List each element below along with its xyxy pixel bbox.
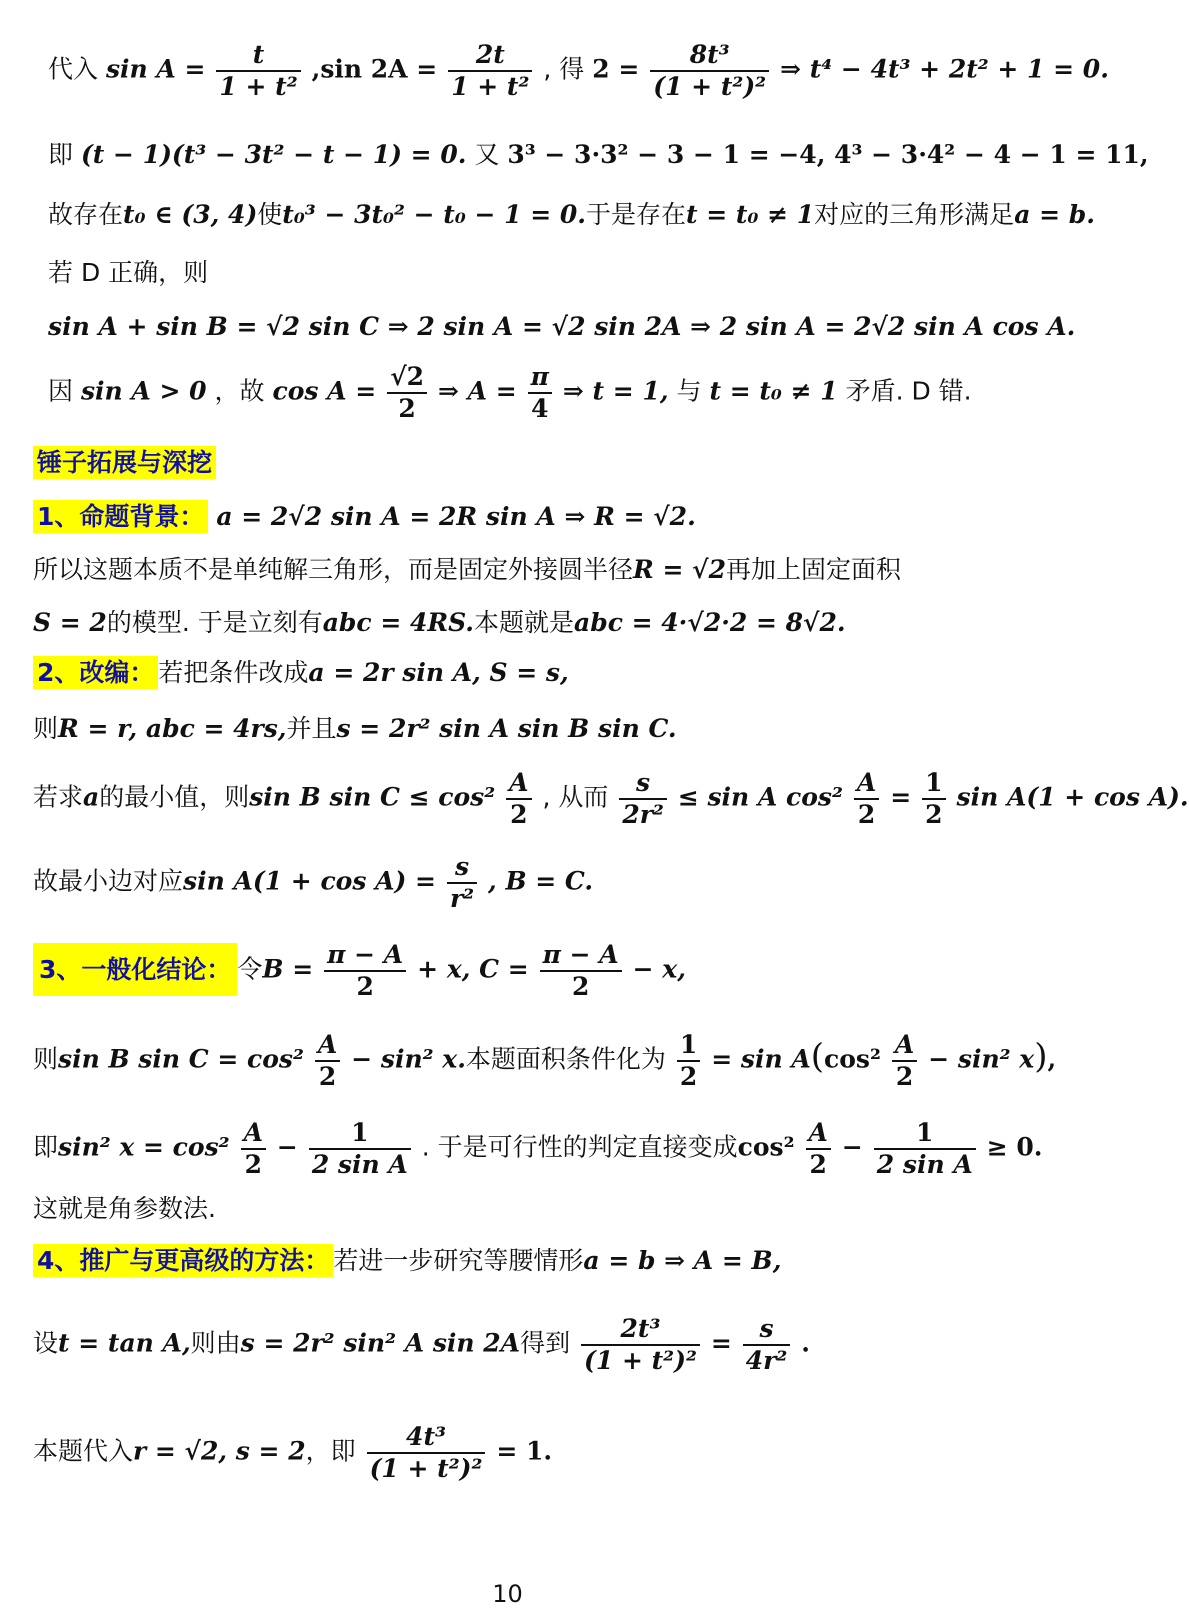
fraction: $\frac{\pi}{4}$ (528, 362, 552, 424)
fraction: $\frac{\text{4t³}}{\text{(1 + t²)²}}$ (367, 1422, 486, 1484)
math: ,sin 2A = (311, 54, 438, 84)
item-1-heading: 1、命题背景： a = 2√2 sin A = 2R sin A ⇒ R = √2. (33, 500, 696, 534)
item-1-para-b: S = 2的模型. 于是立刻有abc = 4RS.本题就是abc = 4·√2·2 = 8√2. (33, 608, 846, 637)
item-4-heading: 4、推广与更高级的方法： 若进一步研究等腰情形a = b ⇒ A = B, (33, 1244, 781, 1278)
fraction: $\frac{\text{8t³}}{\text{(1 + t²)²}}$ (650, 40, 769, 102)
item-2-para-c: 故最小边对应sin A(1 + cos A) = $\frac{s}{\text{r²}}$ , B = C. (33, 852, 594, 913)
fraction: $\frac{1}{\text{2 sin A}}$ (874, 1118, 976, 1180)
page-number: 10 (492, 1580, 523, 1608)
item-2-heading: 2、改编： 若把条件改成a = 2r sin A, S = s, (33, 656, 569, 690)
fraction: $\frac{1}{2}$ (677, 1030, 700, 1092)
item-1-para-a: 所以这题本质不是单纯解三角形，而是固定外接圆半径R = √2再加上固定面积 (33, 555, 901, 584)
fraction: $\frac{A}{2}$ (241, 1118, 266, 1180)
fraction: $\frac{1}{2}$ (922, 768, 945, 830)
equation-line-3: 故存在t₀ ∈ (3, 4)使t₀³ − 3t₀² − t₀ − 1 = 0.于是存在t = t₀ ≠ 1对应的三角形满足a = b. (48, 200, 1095, 229)
text: , 得 (543, 54, 585, 84)
math: ⇒ t⁴ − 4t³ + 2t² + 1 = 0. (780, 54, 1109, 84)
fraction: $\frac{A}{2}$ (806, 1118, 831, 1180)
item-3-para-b: 即sin² x = cos² $\frac{A}{2}$ − $\frac{1}{\text{2 sin A}}$ . 于是可行性的判定直接变成cos² $\frac{A}{2}$ − $\frac{1}{\text{2 sin A}}$ ≥ 0. (33, 1118, 1043, 1179)
math: sin A = (105, 54, 206, 84)
item-2-para-a: 则R = r, abc = 4rs,并且s = 2r² sin A sin B sin C. (33, 714, 677, 743)
fraction: $\frac{s}{\text{4r²}}$ (743, 1314, 791, 1376)
item-3-para-c: 这就是角参数法. (33, 1194, 216, 1223)
text: 代入 (48, 54, 99, 84)
fraction: $\frac{A}{2}$ (506, 768, 531, 830)
section-heading: 锤子拓展与深挖 (33, 446, 216, 480)
equation-line-6: 因 sin A > 0 ，故 cos A = $\frac{√2}{2}$ ⇒ A = $\frac{\pi}{4}$ ⇒ t = 1, 与 t = t₀ ≠ 1 矛盾. D 错. (48, 362, 972, 423)
fraction: $\frac{1}{\text{2 sin A}}$ (309, 1118, 411, 1180)
item-4-para-a: 设t = tan A,则由s = 2r² sin² A sin 2A得到 $\frac{\text{2t³}}{\text{(1 + t²)²}}$ = $\frac{s}{\text{4r²}}$ . (33, 1314, 810, 1375)
fraction: $\frac{2t}{\text{1 + t²}}$ (448, 40, 532, 102)
fraction: $\frac{t}{\text{1 + t²}}$ (216, 40, 300, 102)
fraction: $\frac{A}{2}$ (892, 1030, 917, 1092)
item-3-para-a: 则sin B sin C = cos² $\frac{A}{2}$ − sin² x.本题面积条件化为 $\frac{1}{2}$ = sin A(cos² $\frac{A}{2}$ − sin² x), (33, 1030, 1057, 1091)
fraction: $\frac{s}{\text{2r²}}$ (619, 768, 667, 830)
fraction: $\frac{\text{2t³}}{\text{(1 + t²)²}}$ (581, 1314, 700, 1376)
item-3-heading: 3、一般化结论： 令B = $\frac{\pi - A}{2}$ + x, C = $\frac{\pi - A}{2}$ − x, (33, 940, 686, 1002)
math: 2 = (592, 54, 640, 84)
fraction: $\frac{\pi - A}{2}$ (540, 940, 622, 1002)
item-4-para-b: 本题代入r = √2, s = 2，即 $\frac{\text{4t³}}{\text{(1 + t²)²}}$ = 1. (33, 1422, 553, 1483)
fraction: $\frac{\pi - A}{2}$ (324, 940, 406, 1002)
item-2-para-b: 若求a的最小值，则sin B sin C ≤ cos² $\frac{A}{2}$ , 从而 $\frac{s}{\text{2r²}}$ ≤ sin A cos² $\frac{A}{2}$ = $\frac{1}{2}$ sin A(1 + cos A). (33, 768, 1189, 829)
fraction: $\frac{√2}{2}$ (387, 362, 427, 424)
equation-line-1 (48, 40, 1109, 102)
fraction: $\frac{A}{2}$ (854, 768, 879, 830)
fraction: $\frac{A}{2}$ (315, 1030, 340, 1092)
text-line-4: 若 D 正确，则 (48, 258, 209, 287)
fraction: $\frac{s}{\text{r²}}$ (447, 852, 477, 914)
equation-line-5: sin A + sin B = √2 sin C ⇒ 2 sin A = √2 sin 2A ⇒ 2 sin A = 2√2 sin A cos A. (48, 312, 1076, 341)
equation-line-2: 即 (t − 1)(t³ − 3t² − t − 1) = 0. 又 3³ − 3·3² − 3 − 1 = −4, 4³ − 3·4² − 4 − 1 = 11, (48, 140, 1149, 169)
